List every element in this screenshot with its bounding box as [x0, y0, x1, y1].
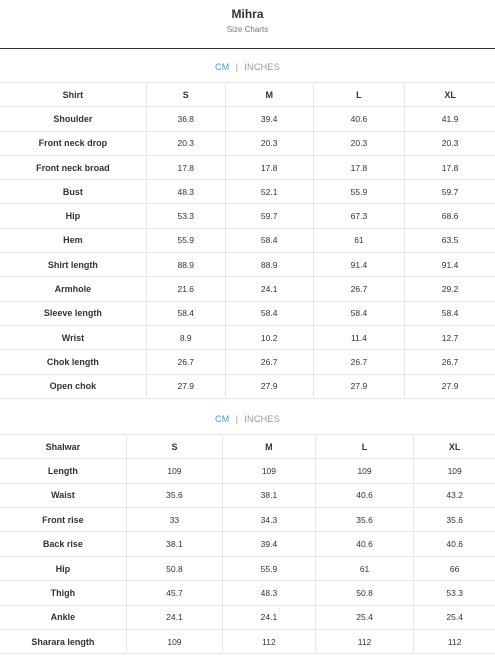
measurement-value: 20.3 — [313, 131, 404, 155]
measurement-value: 24.1 — [126, 605, 222, 629]
size-column-header: M — [223, 434, 316, 458]
measurement-label: Chok length — [0, 350, 146, 374]
measurement-value: 58.4 — [146, 301, 225, 325]
table-row — [0, 180, 495, 204]
measurement-label: Thigh — [0, 581, 126, 605]
table-row — [0, 459, 495, 483]
measurement-value: 24.1 — [225, 277, 313, 301]
measurement-value: 109 — [126, 629, 222, 653]
measurement-value: 33 — [126, 508, 222, 532]
measurement-label: Sharara length — [0, 629, 126, 653]
measurement-value: 40.6 — [315, 532, 414, 556]
unit-toggle-shalwar — [0, 401, 495, 434]
unit-toggle-shirt — [0, 49, 495, 82]
table-row — [0, 556, 495, 580]
measurement-value: 35.6 — [126, 483, 222, 507]
measurement-value: 26.7 — [405, 350, 495, 374]
measurement-value: 26.7 — [313, 350, 404, 374]
measurement-label: Waist — [0, 483, 126, 507]
measurement-value: 61 — [313, 228, 404, 252]
measurement-value: 50.8 — [126, 556, 222, 580]
measurement-label: Front neck broad — [0, 155, 146, 179]
unit-cm-button[interactable]: CM — [214, 413, 230, 424]
measurement-value: 50.8 — [315, 581, 414, 605]
table-row — [0, 581, 495, 605]
measurement-value: 55.9 — [313, 180, 404, 204]
measurement-value: 40.6 — [313, 107, 404, 131]
size-column-header: M — [225, 83, 313, 107]
measurement-value: 25.4 — [315, 605, 414, 629]
measurement-value: 52.1 — [225, 180, 313, 204]
measurement-value: 109 — [223, 459, 316, 483]
unit-inches-button[interactable]: INCHES — [244, 62, 281, 72]
measurement-value: 24.1 — [223, 605, 316, 629]
size-column-header: XL — [414, 434, 495, 458]
measurement-value: 17.8 — [146, 155, 225, 179]
measurement-value: 45.7 — [126, 581, 222, 605]
shirt-size-table — [0, 82, 495, 399]
shalwar-size-table — [0, 434, 495, 655]
measurement-value: 27.9 — [313, 374, 404, 398]
measurement-value: 20.3 — [225, 131, 313, 155]
measurement-value: 59.7 — [405, 180, 495, 204]
measurement-value: 35.6 — [414, 508, 495, 532]
measurement-value: 55.9 — [223, 556, 316, 580]
measurement-value: 25.4 — [414, 605, 495, 629]
measurement-value: 41.9 — [405, 107, 495, 131]
unit-separator: | — [235, 413, 239, 424]
measurement-value: 29.2 — [405, 277, 495, 301]
table-row — [0, 532, 495, 556]
measurement-label: Front neck drop — [0, 131, 146, 155]
measurement-value: 88.9 — [146, 253, 225, 277]
measurement-value: 40.6 — [315, 483, 414, 507]
size-column-header: L — [315, 434, 414, 458]
table-row — [0, 374, 495, 398]
measurement-value: 39.4 — [225, 107, 313, 131]
measurement-value: 40.6 — [414, 532, 495, 556]
measurement-value: 20.3 — [405, 131, 495, 155]
table-row — [0, 204, 495, 228]
measurement-value: 27.9 — [405, 374, 495, 398]
table-row — [0, 277, 495, 301]
unit-inches-button[interactable]: INCHES — [244, 413, 281, 424]
measurement-value: 48.3 — [223, 581, 316, 605]
measurement-label: Hem — [0, 228, 146, 252]
measurement-value: 55.9 — [146, 228, 225, 252]
measurement-label: Bust — [0, 180, 146, 204]
measurement-label: Back rise — [0, 532, 126, 556]
measurement-value: 26.7 — [146, 350, 225, 374]
measurement-value: 112 — [315, 629, 414, 653]
table-row — [0, 508, 495, 532]
table-row — [0, 107, 495, 131]
measurement-label: Ankle — [0, 605, 126, 629]
measurement-value: 58.4 — [225, 228, 313, 252]
measurement-value: 109 — [126, 459, 222, 483]
measurement-value: 67.3 — [313, 204, 404, 228]
measurement-value: 112 — [414, 629, 495, 653]
size-column-header: S — [146, 83, 225, 107]
page-subtitle: Size Charts — [226, 25, 269, 34]
size-column-header: XL — [405, 83, 495, 107]
measurement-value: 17.8 — [405, 155, 495, 179]
measurement-label: Wrist — [0, 325, 146, 349]
measurement-value: 61 — [315, 556, 414, 580]
measurement-value: 11.4 — [313, 325, 404, 349]
page-header — [0, 0, 495, 49]
table-row — [0, 629, 495, 653]
measurement-label: Shoulder — [0, 107, 146, 131]
table-title-header: Shalwar — [0, 434, 126, 458]
table-row — [0, 228, 495, 252]
table-row — [0, 325, 495, 349]
table-row — [0, 253, 495, 277]
table-title-header: Shirt — [0, 83, 146, 107]
table-row — [0, 131, 495, 155]
measurement-value: 91.4 — [313, 253, 404, 277]
unit-cm-button[interactable]: CM — [214, 62, 230, 72]
size-column-header: L — [313, 83, 404, 107]
measurement-value: 26.7 — [225, 350, 313, 374]
measurement-value: 48.3 — [146, 180, 225, 204]
measurement-value: 38.1 — [126, 532, 222, 556]
measurement-label: Length — [0, 459, 126, 483]
unit-separator: | — [235, 62, 239, 72]
table-row — [0, 483, 495, 507]
measurement-value: 26.7 — [313, 277, 404, 301]
measurement-value: 36.8 — [146, 107, 225, 131]
measurement-value: 58.4 — [225, 301, 313, 325]
measurement-value: 68.6 — [405, 204, 495, 228]
measurement-label: Hip — [0, 556, 126, 580]
measurement-value: 17.8 — [225, 155, 313, 179]
measurement-value: 35.6 — [315, 508, 414, 532]
measurement-value: 17.8 — [313, 155, 404, 179]
measurement-label: Open chok — [0, 374, 146, 398]
measurement-value: 58.4 — [313, 301, 404, 325]
measurement-value: 88.9 — [225, 253, 313, 277]
measurement-value: 109 — [414, 459, 495, 483]
measurement-value: 63.5 — [405, 228, 495, 252]
measurement-label: Shirt length — [0, 253, 146, 277]
measurement-label: Hip — [0, 204, 146, 228]
measurement-value: 91.4 — [405, 253, 495, 277]
table-row — [0, 155, 495, 179]
measurement-value: 39.4 — [223, 532, 316, 556]
measurement-value: 10.2 — [225, 325, 313, 349]
table-header-row — [0, 434, 495, 458]
table-row — [0, 605, 495, 629]
measurement-value: 20.3 — [146, 131, 225, 155]
measurement-value: 34.3 — [223, 508, 316, 532]
measurement-label: Sleeve length — [0, 301, 146, 325]
measurement-value: 53.3 — [414, 581, 495, 605]
measurement-value: 58.4 — [405, 301, 495, 325]
measurement-value: 66 — [414, 556, 495, 580]
measurement-value: 38.1 — [223, 483, 316, 507]
table-row — [0, 350, 495, 374]
measurement-value: 53.3 — [146, 204, 225, 228]
measurement-value: 109 — [315, 459, 414, 483]
measurement-value: 27.9 — [225, 374, 313, 398]
measurement-value: 43.2 — [414, 483, 495, 507]
measurement-label: Front rise — [0, 508, 126, 532]
measurement-value: 112 — [223, 629, 316, 653]
measurement-value: 59.7 — [225, 204, 313, 228]
size-column-header: S — [126, 434, 222, 458]
measurement-value: 8.9 — [146, 325, 225, 349]
measurement-value: 12.7 — [405, 325, 495, 349]
measurement-value: 27.9 — [146, 374, 225, 398]
product-title: Mihra — [231, 7, 264, 21]
table-row — [0, 301, 495, 325]
measurement-value: 21.6 — [146, 277, 225, 301]
table-header-row — [0, 83, 495, 107]
measurement-label: Armhole — [0, 277, 146, 301]
